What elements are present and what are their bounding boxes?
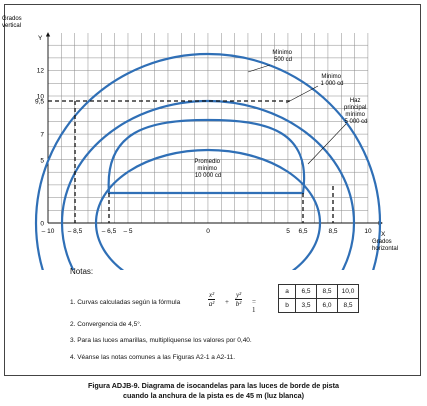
- x-tick-label: – 6,5: [101, 228, 117, 235]
- x-tick-label: – 5: [123, 228, 133, 235]
- label-1000cd: Mínimo 1 000 cd: [320, 74, 344, 87]
- x-tick-label: 6,5: [298, 228, 308, 235]
- formula-plus: +: [225, 298, 229, 306]
- label-500cd: Mínimo 500 cd: [272, 50, 293, 63]
- formula-x-term: $\frac{\text{x²}}{\text{a²}}$: [208, 291, 215, 308]
- label-10000cd: Promedio mínimo 10 000 cd: [194, 159, 222, 179]
- y-axis-label-1: Grados: [2, 16, 22, 22]
- table-row: a 6,5 8,5 10,0: [279, 285, 359, 299]
- y-tick-label: 7: [40, 131, 44, 139]
- x-tick-label: – 10: [41, 228, 55, 235]
- caption-line-1: Figura ADJB-9. Diagrama de isocandelas para las luces de borde de pista: [88, 381, 339, 390]
- x-tick-label: 8,5: [328, 228, 338, 235]
- dashed-guides: [48, 101, 333, 223]
- y-tick-label: 9,5: [34, 98, 44, 106]
- note-3: 3. Para las luces amarillas, multiplíquense los valores por 0,40.: [70, 337, 252, 344]
- y-tick-label: 10: [36, 93, 44, 101]
- ab-values-table: [278, 284, 359, 313]
- note-4: 4. Véanse las notas comunes a las Figuras A2-1 a A2-11.: [70, 354, 236, 361]
- caption-line-2: cuando la anchura de la pista es de 45 m (luz blanca): [123, 391, 304, 400]
- y-axis-label-2: vertical: [2, 23, 22, 29]
- note-2: 2. Convergencia de 4,5°.: [70, 321, 142, 328]
- y-axis-letter: Y: [38, 35, 43, 42]
- formula-equals: = 1: [252, 298, 256, 314]
- x-tick-label: 5: [286, 228, 290, 235]
- x-tick-label: 0: [206, 228, 210, 235]
- x-axis-label-2: horizontal: [372, 246, 399, 252]
- y-tick-label: 0: [40, 220, 44, 228]
- formula-y-term: $\frac{\text{y²}}{\text{b²}}$: [235, 291, 242, 308]
- x-axis-label-1: Grados: [372, 239, 392, 245]
- label-5000cd: Haz principal mínimo 5 000 cd: [343, 98, 368, 125]
- x-tick-labels: [42, 228, 372, 235]
- y-tick-label: 12: [36, 67, 44, 75]
- table-row: b 3,5 6,0 8,5: [279, 299, 359, 313]
- notes-title: Notas:: [70, 267, 94, 276]
- x-axis-letter: X: [381, 231, 386, 238]
- note-1: 1. Curvas calculadas según la fórmula: [70, 299, 181, 306]
- grid: [48, 33, 368, 223]
- x-tick-label: 10: [364, 228, 372, 235]
- y-tick-label: 5: [40, 157, 44, 165]
- x-tick-label: – 8,5: [67, 228, 83, 235]
